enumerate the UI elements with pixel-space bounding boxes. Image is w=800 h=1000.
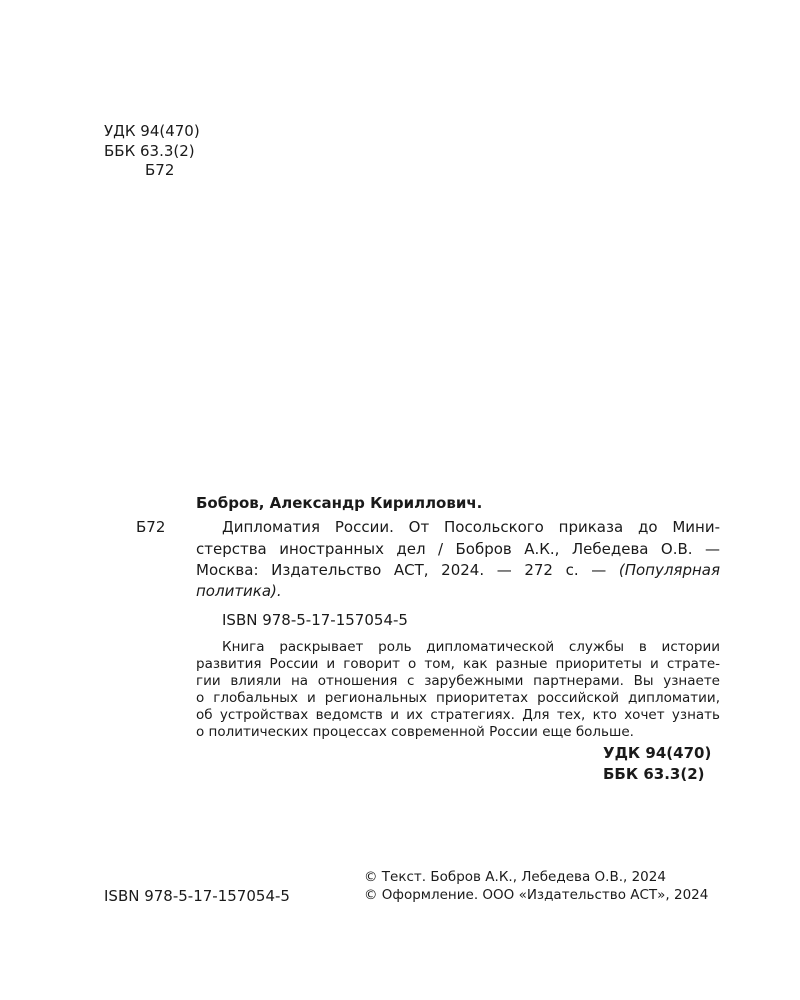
top-author-mark: Б72 <box>145 161 175 179</box>
card-udk: УДК 94(470) <box>603 744 712 762</box>
top-udk: УДК 94(470) <box>104 122 200 140</box>
annotation-line-4: о глобальных и региональных приоритетах российской дипломатии, <box>196 690 720 706</box>
annotation-line-6: о политических процессах современной России еще больше. <box>196 724 634 740</box>
annotation-line-2: развития России и говорит о том, как разные приоритеты и страте- <box>196 656 720 672</box>
copyright-text: © Текст. Бобров А.К., Лебедева О.В., 2024 <box>364 869 666 885</box>
annotation <box>196 639 720 741</box>
annotation-line-5: об устройствах ведомств и их стратегиях. Для тех, кто хочет узнать <box>196 707 720 723</box>
description-line-3 <box>196 560 720 580</box>
annotation-line-1: Книга раскрывает роль дипломатической службы в истории <box>222 639 720 655</box>
series-title-part1: (Популярная <box>618 561 720 579</box>
card-heading: Бобров, Александр Кириллович. <box>196 494 483 512</box>
card-isbn: ISBN 978-5-17-157054-5 <box>222 611 408 629</box>
copyright-design: © Оформление. ООО «Издательство АСТ», 2024 <box>364 887 709 903</box>
description-publisher: Москва: Издательство АСТ, 2024. — 272 с. — <box>196 561 607 579</box>
description-line-1: Дипломатия России. От Посольского приказа до Мини- <box>222 518 720 536</box>
annotation-line-3: гии влияли на отношения с зарубежными партнерами. Вы узнаете <box>196 673 720 689</box>
series-title-part2: политика). <box>196 582 282 600</box>
card-bbk: ББК 63.3(2) <box>603 765 705 783</box>
footer-isbn: ISBN 978-5-17-157054-5 <box>104 887 290 905</box>
description-line-2: стерства иностранных дел / Бобров А.К., Лебедева О.В. — <box>196 540 720 558</box>
top-bbk: ББК 63.3(2) <box>104 142 195 160</box>
card-author-mark: Б72 <box>136 518 166 536</box>
